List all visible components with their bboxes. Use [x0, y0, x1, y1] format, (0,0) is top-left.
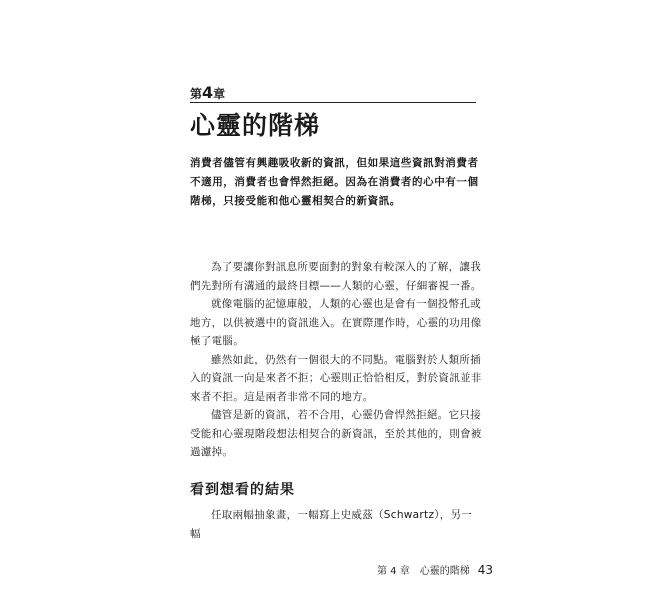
body-text — [190, 258, 482, 462]
body-paragraph: 就像電腦的記憶庫般，人類的心靈也是會有一個投幣孔或地方，以供被選中的資訊進入。在實際運作時，心靈的功用像極了電腦。 — [190, 298, 482, 347]
chapter-number: 4 — [202, 83, 214, 102]
intro-paragraph: 消費者儘管有興趣吸收新的資訊，但如果這些資訊對消費者不適用，消費者也會悍然拒絕。因為在消費者的心中有一個階梯，只接受能和他心靈相契合的新資訊。 — [190, 157, 479, 207]
chapter-label-suffix: 章 — [213, 87, 226, 101]
section-text — [190, 506, 482, 543]
body-paragraph: 雖然如此，仍然有一個很大的不同點。電腦對於人類所插入的資訊一向是來者不拒；心靈則正恰恰相反，對於資訊並非來者不拒。這是兩者非常不同的地方。 — [190, 353, 482, 403]
chapter-label — [190, 83, 226, 102]
chapter-label-prefix: 第 — [190, 87, 203, 101]
section-heading: 看到想看的結果 — [190, 482, 295, 498]
chapter-divider — [190, 102, 476, 103]
chapter-title: 心靈的階梯 — [190, 111, 321, 140]
page-number: 43 — [477, 563, 493, 577]
body-paragraph: 儘管是新的資訊，若不合用，心靈仍會悍然拒絕。它只接受能和心靈現階段想法相契合的新資訊，至於其他的，則會被過濾掉。 — [190, 409, 482, 458]
page-footer — [377, 563, 493, 579]
running-head: 第 4 章 心靈的階梯 — [376, 566, 470, 577]
section-paragraph: 任取兩幅抽象畫，一幅寫上史威茲（Schwartz），另一幅 — [190, 509, 473, 540]
body-paragraph: 為了要讓你對訊息所要面對的對象有較深入的了解，讓我們先對所有溝通的最終目標——人類的心靈，仔細審視一番。 — [190, 261, 482, 292]
chapter-intro — [190, 154, 482, 211]
